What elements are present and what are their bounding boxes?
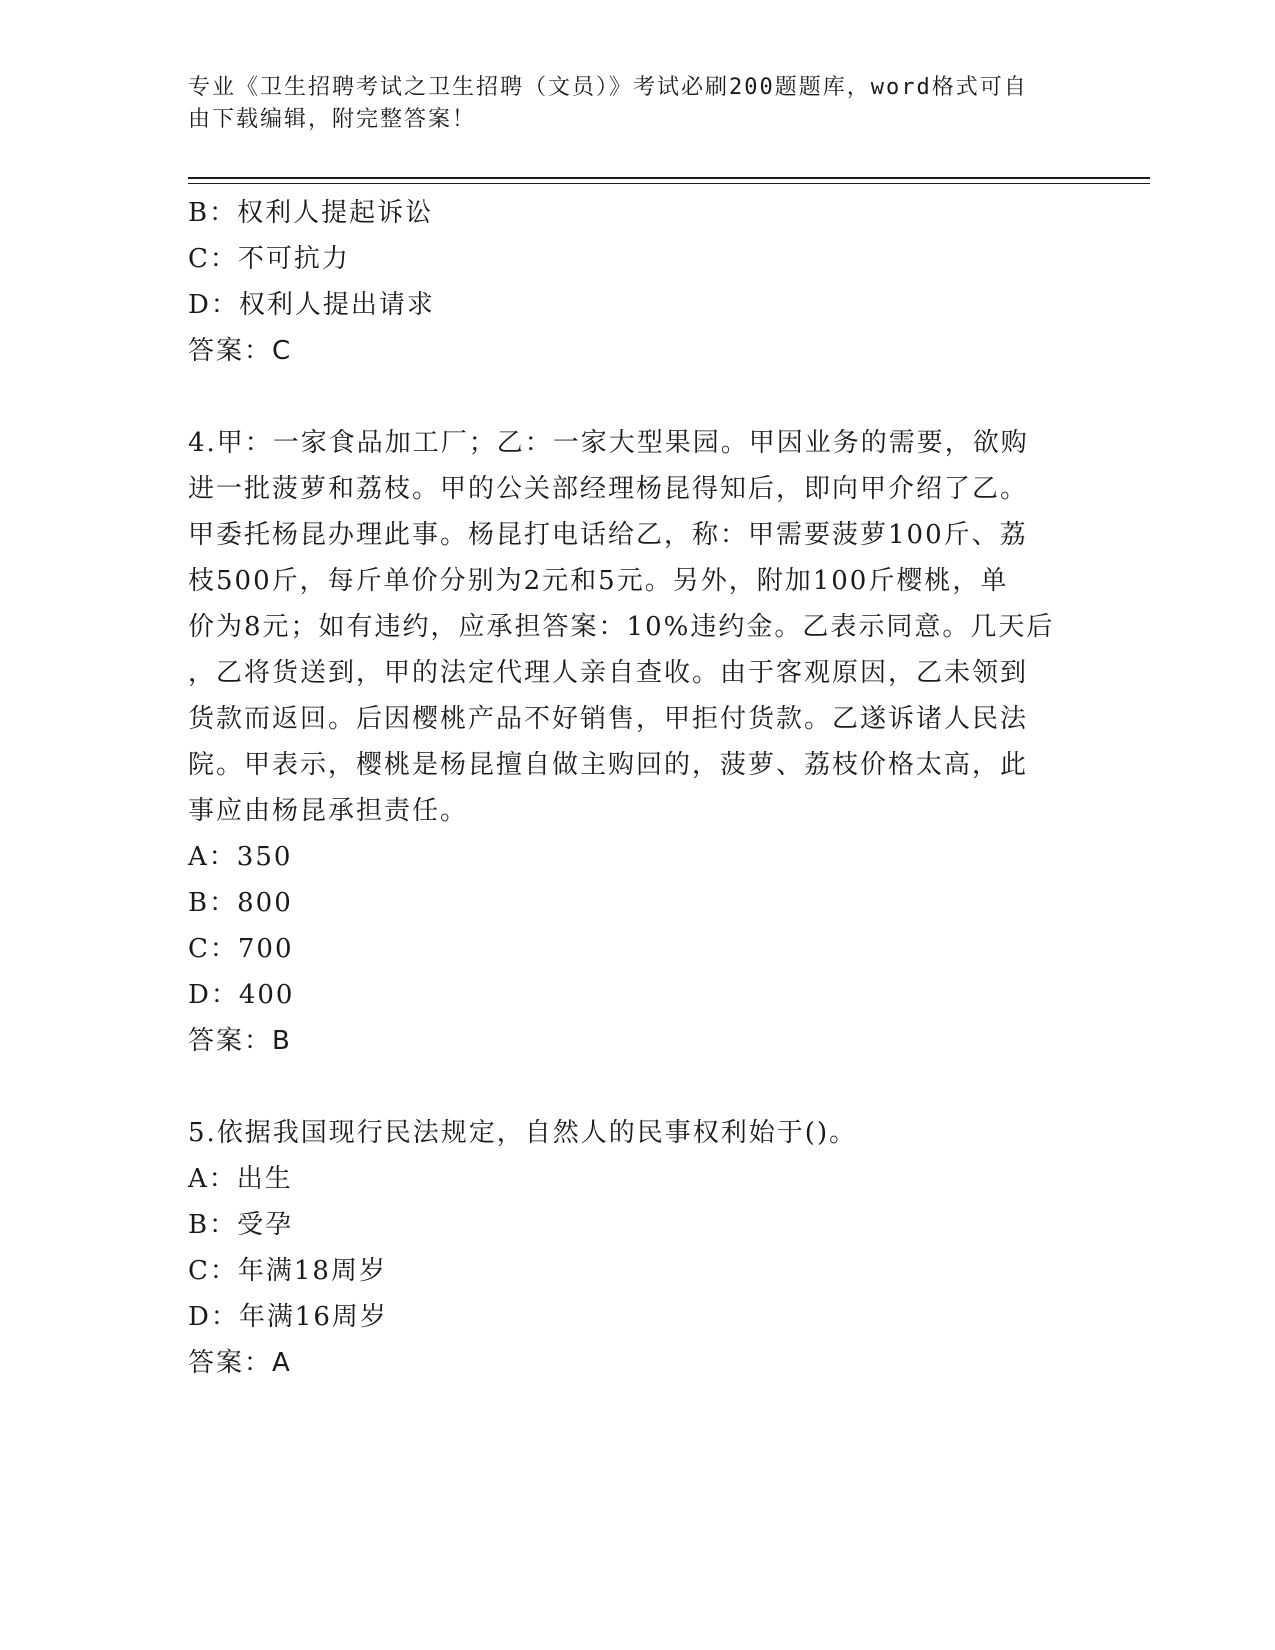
spacer [188, 1064, 1068, 1110]
option-b: B：权利人提起诉讼 [188, 198, 434, 228]
stem-line: 枝500斤，每斤单价分别为2元和5元。另外，附加100斤樱桃，单 [188, 566, 1009, 596]
stem-line: 货款而返回。后因樱桃产品不好销售，甲拒付货款。乙遂诉诸人民法 [188, 704, 1029, 734]
stem-line: 进一批菠萝和荔枝。甲的公关部经理杨昆得知后，即向甲介绍了乙。 [188, 474, 1029, 504]
option-d: D：年满16周岁 [188, 1302, 388, 1332]
option-c: C：700 [188, 934, 294, 964]
option-c: C：年满18周岁 [188, 1256, 387, 1286]
answer-line: 答案：A [188, 1348, 292, 1378]
stem-line: 5.依据我国现行民法规定，自然人的民事权利始于()。 [188, 1118, 858, 1148]
document-header [188, 72, 1068, 136]
document-body [188, 190, 1068, 1386]
option-d: D：400 [188, 980, 295, 1010]
spacer [188, 374, 1068, 420]
option-c: C：不可抗力 [188, 244, 350, 274]
stem-line: 院。甲表示，樱桃是杨昆擅自做主购回的，菠萝、荔枝价格太高，此 [188, 750, 1029, 780]
option-a: A：350 [188, 842, 293, 872]
option-a: A：出生 [188, 1164, 293, 1194]
question-3 [188, 190, 1068, 374]
header-line: 由下载编辑，附完整答案！ [188, 107, 477, 132]
option-b: B：800 [188, 888, 293, 918]
stem-line: ，乙将货送到，甲的法定代理人亲自查收。由于客观原因，乙未领到 [188, 658, 1029, 688]
answer-line: 答案：C [188, 336, 293, 366]
question-stem [188, 420, 1068, 834]
option-b: B：受孕 [188, 1210, 294, 1240]
header-divider-thin [188, 183, 1150, 184]
stem-line: 4.甲：一家食品加工厂；乙：一家大型果园。甲因业务的需要，欲购 [188, 428, 1029, 458]
stem-line: 事应由杨昆承担责任。 [188, 796, 469, 826]
question-4 [188, 420, 1068, 1064]
question-stem [188, 1110, 1068, 1156]
question-5 [188, 1110, 1068, 1386]
header-divider-thick [188, 177, 1150, 179]
stem-line: 价为8元；如有违约，应承担答案：10%违约金。乙表示同意。几天后 [188, 612, 1055, 642]
stem-line: 甲委托杨昆办理此事。杨昆打电话给乙，称：甲需要菠萝100斤、荔 [188, 520, 1028, 550]
option-d: D：权利人提出请求 [188, 290, 435, 320]
answer-line: 答案：B [188, 1026, 292, 1056]
header-line: 专业《卫生招聘考试之卫生招聘（文员）》考试必刷200题题库，word格式可自 [188, 75, 1028, 100]
